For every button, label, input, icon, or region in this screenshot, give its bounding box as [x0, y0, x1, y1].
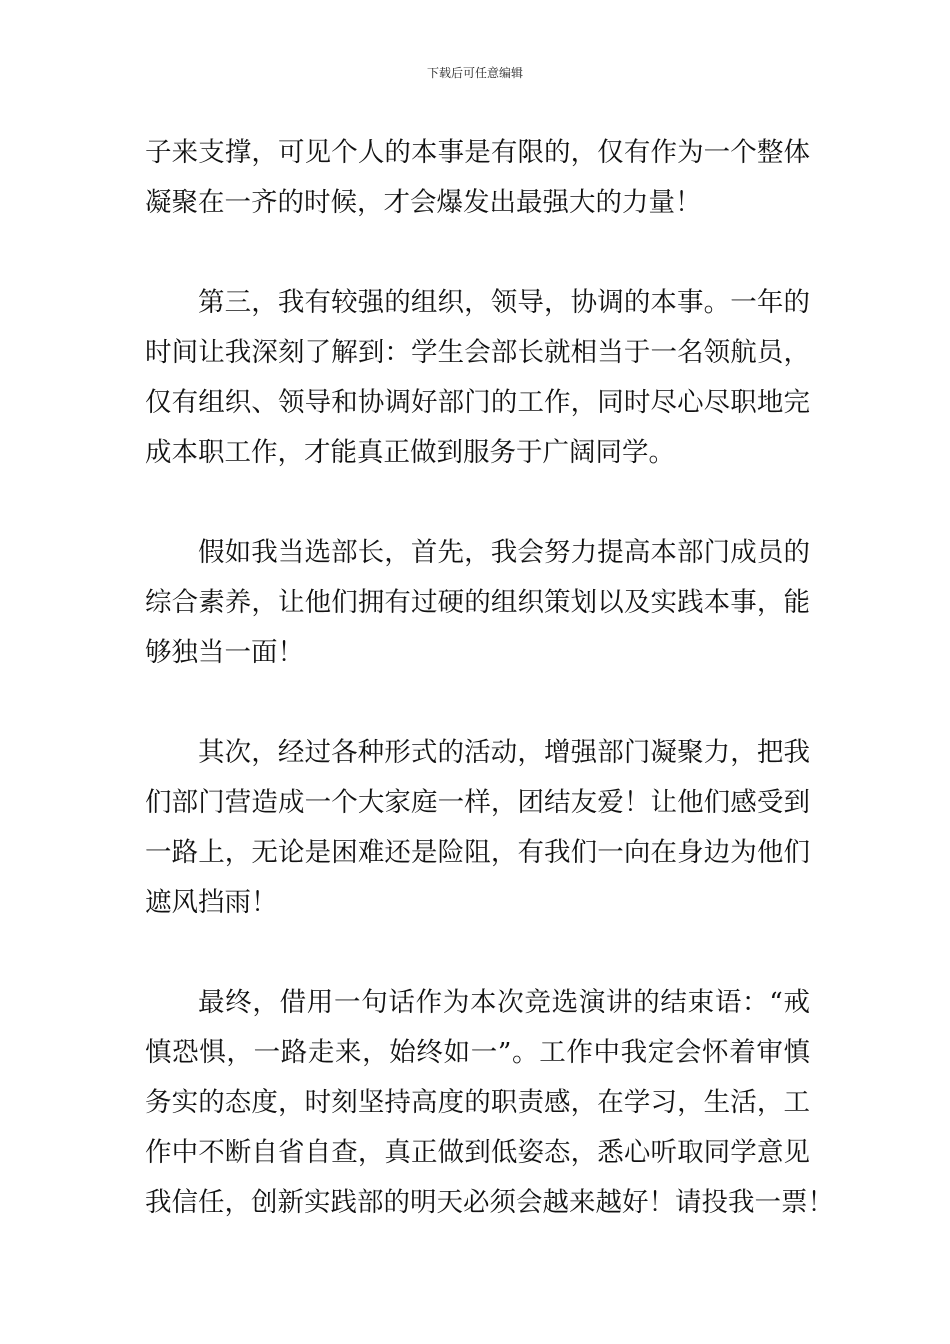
- text-line: 作中不断自省自查，真正做到低姿态，悉心听取同学意见: [145, 1137, 810, 1168]
- text-line: 成本职工作，才能真正做到服务于广阔同学。: [145, 437, 675, 468]
- page-header: 下载后可任意编辑: [426, 66, 523, 80]
- paragraph-5: [145, 978, 834, 1228]
- text-line: 们部门营造成一个大家庭一样，团结友爱！让他们感受到: [145, 787, 810, 818]
- text-line: 时间让我深刻了解到：学生会部长就相当于一名领航员，: [145, 337, 810, 368]
- text-line: 够独当一面！: [145, 637, 304, 668]
- text-line: 慎恐惧，一路走来，始终如一”。工作中我定会怀着审慎: [145, 1037, 810, 1068]
- text-line: 最终，借用一句话作为本次竞选演讲的结束语：“戒: [198, 987, 810, 1018]
- text-line: 仅有组织、领导和协调好部门的工作，同时尽心尽职地完: [145, 387, 810, 418]
- document-body: [145, 128, 834, 1278]
- paragraph-3: [145, 528, 810, 678]
- paragraph-2: [145, 278, 810, 478]
- text-line: 综合素养，让他们拥有过硬的组织策划以及实践本事，能: [145, 587, 810, 618]
- text-line: 务实的态度，时刻坚持高度的职责感，在学习，生活，工: [145, 1087, 810, 1118]
- paragraph-4: [145, 728, 810, 928]
- text-line: 第三，我有较强的组织，领导，协调的本事。一年的: [198, 287, 810, 318]
- text-line: 假如我当选部长，首先，我会努力提高本部门成员的: [198, 537, 810, 568]
- text-line: 凝聚在一齐的时候，才会爆发出最强大的力量！: [145, 187, 702, 218]
- text-line: 一路上，无论是困难还是险阻，有我们一向在身边为他们: [145, 837, 810, 868]
- paragraph-1: [145, 128, 810, 228]
- text-line: 其次，经过各种形式的活动，增强部门凝聚力，把我: [198, 737, 810, 768]
- text-line: 我信任，创新实践部的明天必须会越来越好！请投我一票！: [145, 1187, 834, 1218]
- text-line: 子来支撑，可见个人的本事是有限的，仅有作为一个整体: [145, 137, 810, 168]
- text-line: 遮风挡雨！: [145, 887, 278, 918]
